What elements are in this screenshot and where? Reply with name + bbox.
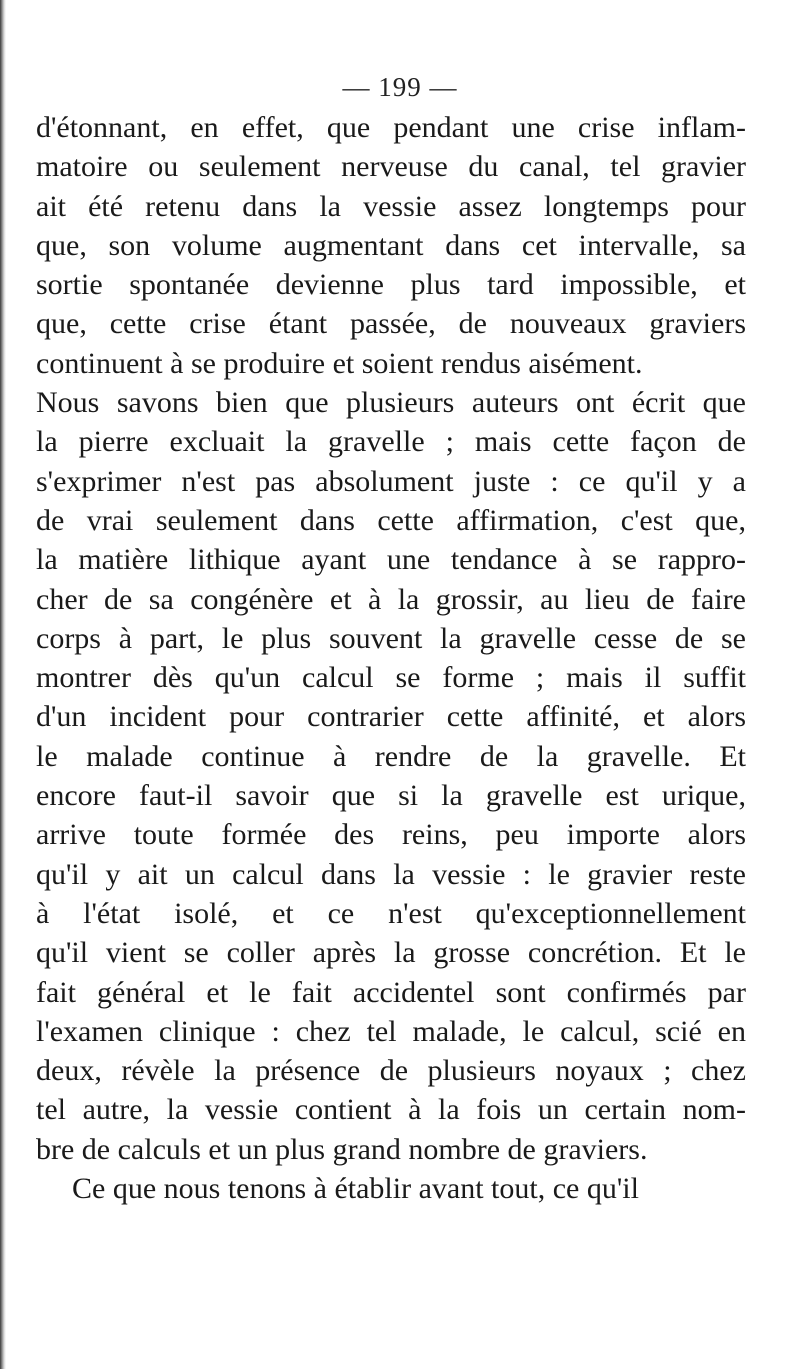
page-number: — 199 — (342, 72, 458, 102)
text-line: tel autre, la vessie contient à la fois un certain nom- (36, 1093, 746, 1127)
text-line: fait général et le fait accidentel sont confirmés par (36, 975, 746, 1009)
text-line: matoire ou seulement nerveuse du canal, tel gravier (36, 150, 746, 184)
text-line: qu'il y ait un calcul dans la vessie : le gravier reste (36, 857, 746, 891)
text-line: d'étonnant, en effet, que pendant une crise inflam- (36, 111, 746, 144)
text-line: sortie spontanée devienne plus tard impossible, et (36, 268, 746, 302)
text-line: la pierre excluait la gravelle ; mais cette façon de (36, 425, 746, 459)
page-edge-shadow (0, 0, 6, 1369)
text-line: qu'il vient se coller après la grosse concrétion. Et le (36, 936, 746, 970)
text-line: corps à part, le plus souvent la gravelle cesse de se (36, 621, 746, 655)
text-line: encore faut-il savoir que si la gravelle est urique, (36, 779, 746, 813)
text-line: arrive toute formée des reins, peu importe alors (36, 818, 746, 852)
text-line: cher de sa congénère et à la grossir, au lieu de faire (36, 582, 746, 616)
text-line: Nous savons bien que plusieurs auteurs ont écrit que (36, 386, 746, 420)
text-line: de vrai seulement dans cette affirmation, c'est que, (36, 503, 746, 537)
text-line: que, son volume augmentant dans cet intervalle, sa (36, 228, 746, 262)
text-line: s'exprimer n'est pas absolument juste : ce qu'il y a (36, 464, 746, 498)
text-line: que, cette crise étant passée, de nouveaux graviers (36, 307, 746, 341)
text-line: la matière lithique ayant une tendance à se rappro- (36, 543, 746, 577)
text-line: ait été retenu dans la vessie assez longtemps pour (36, 189, 746, 223)
text-line: deux, révèle la présence de plusieurs noyaux ; chez (36, 1054, 746, 1088)
text-line: continuent à se produire et soient rendus aisément. (36, 346, 643, 380)
text-line: bre de calculs et un plus grand nombre de graviers. (36, 1132, 648, 1166)
text-line: l'examen clinique : chez tel malade, le calcul, scié en (36, 1014, 746, 1048)
text-line: montrer dès qu'un calcul se forme ; mais il suffit (36, 661, 746, 695)
text-line: Ce que nous tenons à établir avant tout, ce qu'il (72, 1172, 639, 1206)
text-line: d'un incident pour contrarier cette affinité, et alors (36, 700, 746, 734)
body-text (36, 108, 746, 1208)
text-line: le malade continue à rendre de la gravelle. Et (36, 739, 746, 773)
text-line: à l'état isolé, et ce n'est qu'exceptionnellement (36, 896, 746, 930)
